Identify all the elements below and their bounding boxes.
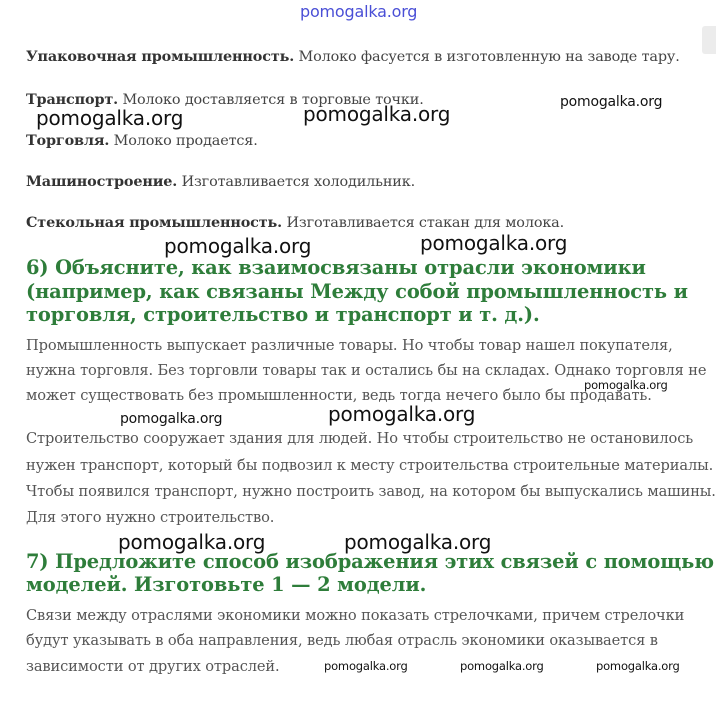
q7-heading-line-1: 7) Предложите способ изображения этих связей с помощью xyxy=(26,550,714,573)
watermark: pomogalka.org xyxy=(560,94,663,110)
line-transport: Транспорт. Молоко доставляется в торговые точки. xyxy=(26,91,424,108)
watermark: pomogalka.org xyxy=(164,234,312,258)
line-machine-building: Машиностроение. Изготавливается холодильник. xyxy=(26,173,415,190)
line-packaging: Упаковочная промышленность. Молоко фасуется в изготовленную на заводе тару. xyxy=(26,48,680,65)
watermark: pomogalka.org xyxy=(118,530,266,554)
q6-p2-line-2: нужен транспорт, который бы подвозил к месту строительства строительные материалы. xyxy=(26,457,714,474)
watermark: pomogalka.org xyxy=(420,231,568,255)
q7-p-line-2: будут указывать в оба направления, ведь любая отрасль экономики оказывается в xyxy=(26,632,658,649)
watermark: pomogalka.org xyxy=(120,411,223,427)
q6-p2-line-3: Чтобы появился транспорт, нужно построить завод, на котором бы выпускались машины. xyxy=(26,483,716,500)
watermark-top: pomogalka.org xyxy=(300,2,418,21)
q7-heading-line-2: моделей. Изготовьте 1 — 2 модели. xyxy=(26,573,427,596)
watermark: pomogalka.org xyxy=(328,402,476,426)
next-heading-fragment xyxy=(26,698,406,706)
watermark: pomogalka.org xyxy=(36,106,184,130)
watermark: pomogalka.org xyxy=(584,378,668,392)
watermark: pomogalka.org xyxy=(460,659,544,673)
watermark: pomogalka.org xyxy=(324,659,408,673)
watermark: pomogalka.org xyxy=(303,102,451,126)
q7-p-line-1: Связи между отраслями экономики можно показать стрелочками, причем стрелочки xyxy=(26,607,685,624)
q6-heading-line-1: 6) Объясните, как взаимосвязаны отрасли экономики xyxy=(26,256,646,279)
side-tab xyxy=(702,26,716,54)
q7-p-line-3: зависимости от других отраслей. xyxy=(26,658,280,675)
q6-p2-line-4: Для этого нужно строительство. xyxy=(26,509,275,526)
q6-heading-line-3: торговля, строительство и транспорт и т. д.). xyxy=(26,303,540,326)
line-glass-industry: Стекольная промышленность. Изготавливается стакан для молока. xyxy=(26,214,565,231)
watermark: pomogalka.org xyxy=(596,659,680,673)
q6-p1-line-2: нужна торговля. Без торговли товары так и остались бы на складах. Однако торговля не xyxy=(26,362,707,379)
watermark: pomogalka.org xyxy=(344,530,492,554)
q6-p1-line-3: может существовать без промышленности, ведь тогда нечего было бы продавать. xyxy=(26,387,652,404)
q6-p2-line-1: Строительство сооружает здания для людей. Но чтобы строительство не остановилось xyxy=(26,430,694,447)
line-trade: Торговля. Молоко продается. xyxy=(26,132,258,149)
q6-heading-line-2: (например, как связаны Между собой промышленность и xyxy=(26,280,688,303)
q6-p1-line-1: Промышленность выпускает различные товары. Но чтобы товар нашел покупателя, xyxy=(26,337,673,354)
